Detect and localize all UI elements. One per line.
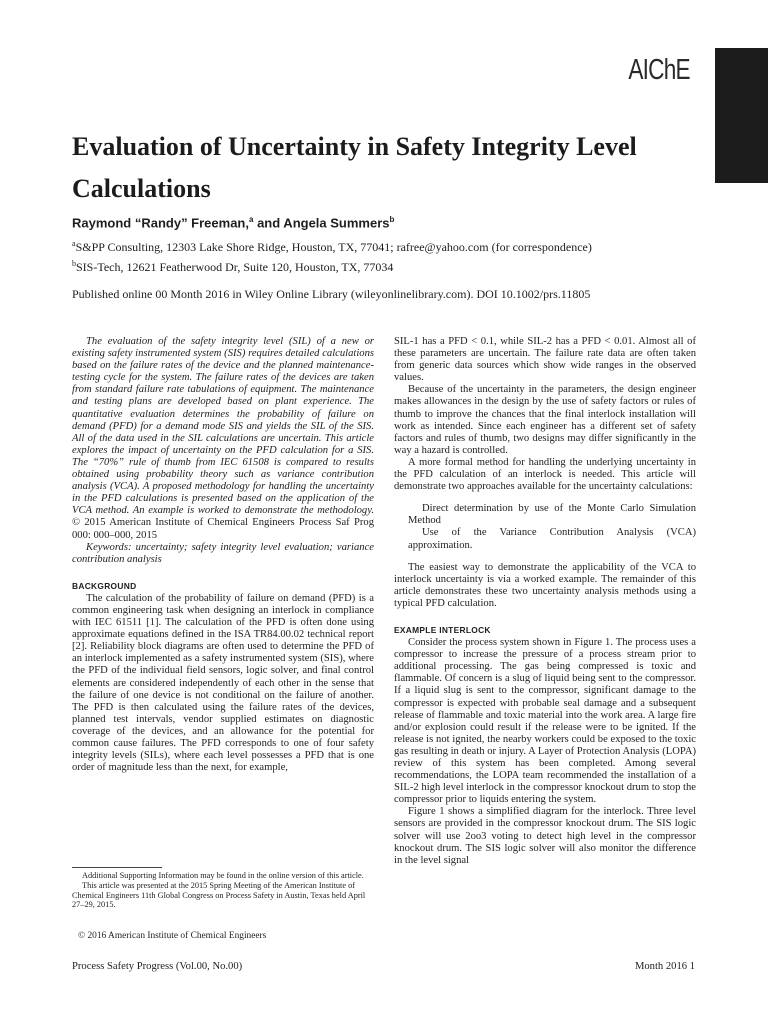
affil-marker: b: [389, 215, 395, 224]
right-column: [394, 336, 696, 867]
abstract: The evaluation of the safety integrity level (SIL) of a new or existing safety instrumented system (SIS) requires detailed calculations based on the failure rates of the device and the planned maintenance-testing cycle for the system. The failure rates of the devices are taken from standard failure rate tabulations of equipment. The maintenance and testing plans are developed based on plant experience. The quantitative evaluation determines the probability of failure on demand (PFD) for a demand mode SIS and yields the SIL of the SIS. All of the data used in the SIL calculations are uncertain. This article explores the impact of uncertainty on the PFD calculation for a SIS. The “70%” rule of thumb from IEC 61508 is compared to results obtained using probability theory such as variance contribution analysis (VCA). A proposed methodology for handling the uncertainty in the PFD calculations is presented based on the application of the VCA method. An example is worked to demonstrate the methodology. © 2015 American Institute of Chemical Engineers Process Saf Prog 000: 000–000, 2015: [72, 336, 374, 541]
author-name: Raymond “Randy” Freeman,: [72, 215, 249, 231]
footnotes: [72, 867, 374, 910]
copyright: © 2016 American Institute of Chemical Engineers: [78, 931, 267, 941]
publication-info: Published online 00 Month 2016 in Wiley Online Library (wileyonlinelibrary.com). DOI 10.1002/prs.11805: [72, 287, 591, 301]
paragraph: Because of the uncertainty in the parameters, the design engineer makes allowances in the design by the use of safety factors or rules of thumb to improve the chances that the final interlock installation will work as intended. Since each engineer has a different set of safety factors and rules of thumb, two designs may differ significantly in the way a hazard is controlled.: [394, 384, 696, 456]
aiche-logo: AIChE: [628, 54, 690, 86]
affiliation-text: S&PP Consulting, 12303 Lake Shore Ridge, Houston, TX, 77041; rafree@yahoo.com (for correspondence): [75, 240, 592, 254]
author-line: [72, 215, 394, 230]
footnote: Additional Supporting Information may be found in the online version of this article.: [82, 871, 364, 880]
citation: © 2015 American Institute of Chemical Engineers Process Saf Prog 000: 000–000, 2015: [72, 517, 374, 541]
footnote-rule: [72, 867, 162, 868]
keywords: Keywords: uncertainty; safety integrity level evaluation; variance contribution analysis: [72, 541, 374, 565]
affil-marker: b: [72, 259, 76, 268]
paragraph: The calculation of the probability of failure on demand (PFD) is a common engineering task when designing an interlock in compliance with IEC 61511 [1]. The calculation of the PFD is often done using approximate equations defined in the ISA TR84.00.02 technical report [2]. Reliability block diagrams are often used to determine the PFD of an interlock implemented as a safety instrumented system (SIS), where the PFD of the individual field sensors, logic solver, and final control elements are considered independently of each other in the sense that the failure of one device is not conditional on the failure of another. The PFD is then calculated using the failure rates of the devices, planned test intervals, vendor supplied estimates on diagnostic coverage of the devices, and an allowance for the potential for common cause failures. The PFD corresponds to one of four safety integrity levels (SILs), where each level possesses a PFD that is one order of magnitude less than the next, for example,: [72, 592, 374, 774]
affiliation: [72, 236, 592, 255]
paragraph: A more formal method for handling the underlying uncertainty in the PFD calculation of an interlock is needed. This article will demonstrate two approaches available for the uncertainty calculations:: [394, 456, 696, 493]
article-title: Evaluation of Uncertainty in Safety Integrity Level Calculations: [72, 132, 637, 203]
footnote: This article was presented at the 2015 Spring Meeting of the American Institute of Chemical Engineers 11th Global Congress on Process Safety in Austin, Texas held April 27–29, 2015.: [72, 880, 366, 910]
paragraph: SIL-1 has a PFD < 0.1, while SIL-2 has a PFD < 0.01. Almost all of these parameters are uncertain. The failure rate data are often taken from generic data sources which show wide ranges in the observed values.: [394, 336, 696, 384]
list-item: Direct determination by use of the Monte Carlo Simulation Method: [408, 503, 696, 527]
paragraph: The easiest way to demonstrate the applicability of the VCA to interlock uncertainty is via a worked example. The remainder of this article demonstrates these two uncertainty analysis methods using a typical PFD calculation.: [394, 561, 696, 609]
paragraph: Figure 1 shows a simplified diagram for the interlock. Three level sensors are provided in the compressor knockout drum. The SIS logic solver will use 2oo3 voting to detect high level in the compressor knockout drum. The SIS logic solver will also monitor the difference in the level signal: [394, 806, 696, 866]
affiliation: [72, 256, 393, 275]
section-tab: [715, 48, 768, 183]
section-heading: BACKGROUND: [72, 580, 137, 591]
author-name: and Angela Summers: [253, 215, 390, 231]
section-heading: EXAMPLE INTERLOCK: [394, 624, 491, 635]
list-item: Use of the Variance Contribution Analysis (VCA) approximation.: [408, 527, 696, 551]
footer-journal: Process Safety Progress (Vol.00, No.00): [72, 961, 243, 972]
affil-marker: a: [249, 215, 254, 224]
left-column: [72, 336, 374, 774]
affil-marker: a: [72, 239, 76, 248]
affiliation-text: SIS-Tech, 12621 Featherwood Dr, Suite 120, Houston, TX, 77034: [76, 260, 394, 274]
footer-page: Month 2016 1: [634, 961, 695, 972]
paragraph: Consider the process system shown in Figure 1. The process uses a compressor to increase the pressure of a process stream prior to additional processing. The gas being compressed is toxic and flammable. Of concern is a slug of liquid being sent to the compressor. If a liquid slug is sent to the compressor, significant damage to the compressor is expected with probable seal damage and a subsequent release of flammable and toxic material into the work area. A large fire and/or explosion could result if the release were to be ignited. If the release is not ignited, the nearby workers could be exposed to the toxic gas resulting in death or injury. A Layer of Protection Analysis (LOPA) review of this system has been completed. Among several recommendations, the LOPA team recommended the installation of a SIL-2 high level interlock in the compressor knockout drum to stop the compressor prior to liquids entering the system.: [394, 637, 696, 806]
